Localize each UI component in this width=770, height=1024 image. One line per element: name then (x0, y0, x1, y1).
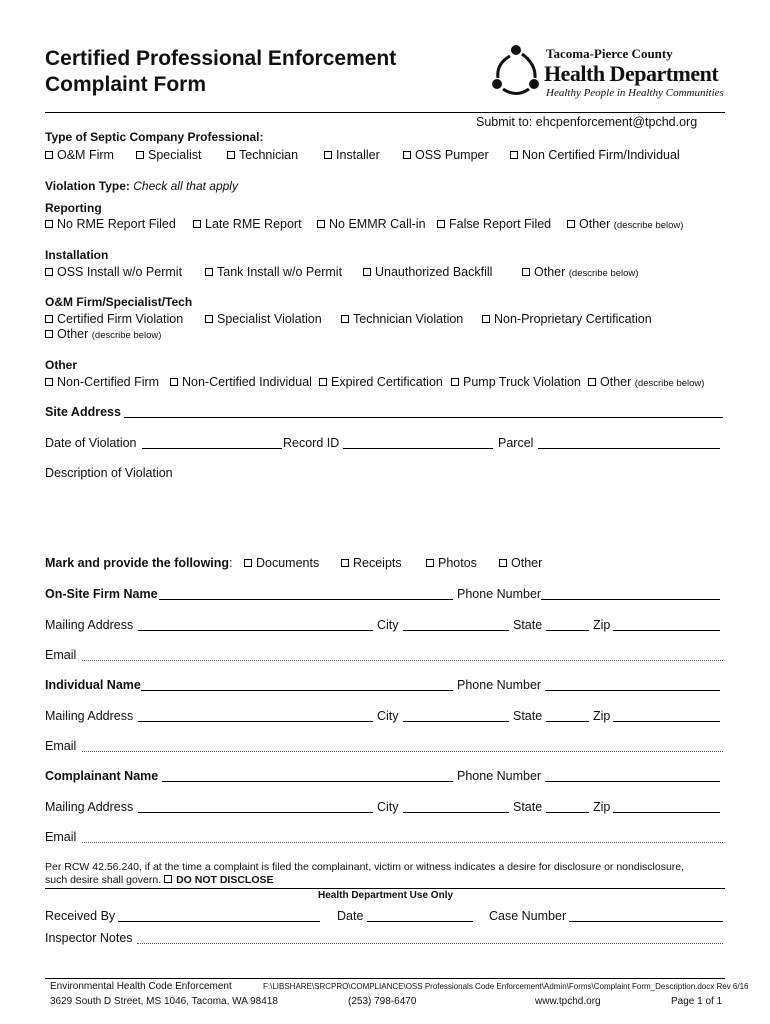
onsite-mailing-label: Mailing Address (45, 618, 134, 632)
professional-option-noncertified[interactable] (510, 148, 680, 162)
option-label: Photos (438, 556, 477, 570)
individual-state-label: State (513, 709, 543, 723)
onsite-zip-label: Zip (593, 618, 611, 632)
other-note: (describe below) (613, 220, 684, 231)
om-heading: O&M Firm/Specialist/Tech (45, 295, 193, 309)
mark-provide-text: Mark and provide the following (45, 556, 230, 570)
installation-option-2[interactable] (205, 265, 342, 279)
mark-option-documents[interactable] (244, 556, 319, 570)
complainant-label: Complainant Name (45, 769, 159, 783)
complainant-email-field[interactable] (82, 830, 723, 843)
checkbox[interactable] (341, 559, 349, 567)
individual-email-label: Email (45, 739, 77, 753)
form-title-line2: Complaint Form (45, 73, 206, 96)
form-title-line1: Certified Professional Enforcement (45, 47, 397, 70)
violation-label: Violation Type: (45, 179, 130, 193)
option-label: OSS Install w/o Permit (57, 265, 183, 279)
health-department-logo (486, 42, 736, 102)
installation-option-other[interactable] (522, 265, 638, 279)
reporting-option-1[interactable] (45, 217, 176, 231)
professional-option-technician[interactable] (227, 148, 298, 162)
logo-dept: Health Department (544, 61, 719, 86)
onsite-phone-label: Phone Number (457, 587, 542, 601)
onsite-state-label: State (513, 618, 543, 632)
other-note: (describe below) (91, 330, 162, 341)
option-label: Non-Certified Individual (182, 375, 312, 389)
footer-path: F:\LIBSHARE\SRCPRO\COMPLIANCE\OSS Professionals Code Enforcement\Admin\Forms\Complaint Form_Description.docx Rev 6/16 (263, 982, 749, 991)
om-option-3[interactable] (341, 312, 463, 326)
professional-option-specialist[interactable] (136, 148, 202, 162)
complainant-city-label: City (377, 800, 399, 814)
checkbox[interactable] (324, 151, 332, 159)
individual-city-field[interactable] (403, 709, 509, 722)
option-label: OSS Pumper (415, 148, 489, 162)
om-option-1[interactable] (45, 312, 183, 326)
checkbox[interactable] (227, 151, 235, 159)
parcel-field[interactable] (538, 436, 720, 449)
option-label: Non Certified Firm/Individual (522, 148, 680, 162)
date-of-violation-field[interactable] (142, 436, 282, 449)
individual-phone-field[interactable] (545, 678, 720, 691)
other-option-4[interactable] (451, 375, 581, 389)
site-address-label: Site Address (45, 405, 121, 419)
onsite-email-label: Email (45, 648, 77, 662)
office-date-field[interactable] (367, 909, 473, 922)
option-label: No RME Report Filed (57, 217, 176, 231)
checkbox[interactable] (45, 315, 53, 323)
complainant-phone-label: Phone Number (457, 769, 542, 783)
checkbox[interactable] (164, 875, 172, 883)
onsite-firm-field[interactable] (159, 587, 453, 600)
footer-phone: (253) 798-6470 (348, 996, 417, 1007)
installation-option-1[interactable] (45, 265, 182, 279)
submit-email[interactable]: ehcpenforcement@tpchd.org (535, 115, 698, 129)
complainant-state-label: State (513, 800, 543, 814)
professional-heading: Type of Septic Company Professional: (45, 130, 264, 144)
record-id-label: Record ID (283, 436, 340, 450)
other-option-2[interactable] (170, 375, 312, 389)
individual-mailing-field[interactable] (138, 709, 373, 722)
individual-mailing-label: Mailing Address (45, 709, 134, 723)
other-option-3[interactable] (319, 375, 443, 389)
parcel-label: Parcel (498, 436, 534, 450)
footer-page: Page 1 of 1 (671, 996, 723, 1007)
option-label: Technician (239, 148, 299, 162)
description-area[interactable] (45, 484, 725, 550)
violation-hint: Check all that apply (133, 179, 238, 193)
complainant-email-label: Email (45, 830, 77, 844)
option-label: No EMMR Call-in (329, 217, 426, 231)
reporting-option-4[interactable] (437, 217, 551, 231)
complainant-city-field[interactable] (403, 800, 509, 813)
footer-web[interactable]: www.tpchd.org (535, 996, 601, 1007)
checkbox[interactable] (319, 378, 327, 386)
footer-address: 3629 South D Street, MS 1046, Tacoma, WA 98418 (50, 996, 278, 1007)
onsite-state-field[interactable] (546, 618, 589, 631)
individual-email-field[interactable] (82, 739, 723, 752)
option-label: Technician Violation (353, 312, 464, 326)
checkbox[interactable] (567, 220, 575, 228)
checkbox[interactable] (522, 268, 530, 276)
other-heading: Other (45, 358, 78, 372)
onsite-mailing-field[interactable] (138, 618, 373, 631)
option-label: Unauthorized Backfill (375, 265, 493, 279)
logo-county: Tacoma-Pierce County (546, 46, 673, 61)
onsite-firm-label: On-Site Firm Name (45, 587, 158, 601)
individual-state-field[interactable] (546, 709, 589, 722)
option-label: O&M Firm (57, 148, 114, 162)
option-label: Other (511, 556, 543, 570)
option-label: Installer (336, 148, 380, 162)
disclosure-line2 (45, 874, 684, 887)
other-option-other[interactable] (588, 375, 704, 389)
reporting-heading: Reporting (45, 201, 102, 215)
complainant-mailing-field[interactable] (138, 800, 373, 813)
received-by-label: Received By (45, 909, 116, 923)
option-label: Other (534, 265, 566, 279)
complainant-field[interactable] (162, 769, 453, 782)
option-label: Other (57, 327, 89, 341)
onsite-city-label: City (377, 618, 399, 632)
option-label: Documents (256, 556, 320, 570)
office-date-label: Date (337, 909, 364, 923)
disclosure-notice (45, 861, 684, 887)
do-not-disclose-option[interactable] (164, 874, 273, 886)
option-label: Other (600, 375, 632, 389)
footer-program: Environmental Health Code Enforcement (50, 981, 232, 992)
record-id-field[interactable] (343, 436, 493, 449)
checkbox[interactable] (341, 315, 349, 323)
checkbox[interactable] (193, 220, 201, 228)
om-option-4[interactable] (482, 312, 652, 326)
option-label: Late RME Report (205, 217, 302, 231)
checkbox[interactable] (45, 151, 53, 159)
submit-to (476, 115, 697, 129)
checkbox[interactable] (205, 315, 213, 323)
option-label: Pump Truck Violation (463, 375, 581, 389)
checkbox[interactable] (136, 151, 144, 159)
office-use-heading: Health Department Use Only (318, 890, 454, 901)
description-label: Description of Violation (45, 466, 173, 480)
other-option-1[interactable] (45, 375, 159, 389)
reporting-option-other[interactable] (567, 217, 683, 231)
office-divider (45, 888, 725, 889)
individual-zip-label: Zip (593, 709, 611, 723)
om-option-2[interactable] (205, 312, 322, 326)
checkbox[interactable] (499, 559, 507, 567)
option-label: Receipts (353, 556, 402, 570)
checkbox[interactable] (510, 151, 518, 159)
onsite-email-field[interactable] (82, 648, 723, 661)
onsite-phone-field[interactable] (541, 587, 720, 600)
logo-tagline: Healthy People in Healthy Communities (546, 87, 724, 99)
checkbox[interactable] (45, 268, 53, 276)
checkbox[interactable] (317, 220, 325, 228)
option-label: Non-Certified Firm (57, 375, 160, 389)
option-label: Expired Certification (331, 375, 443, 389)
mark-option-photos[interactable] (426, 556, 477, 570)
inspector-notes-label: Inspector Notes (45, 931, 133, 945)
checkbox[interactable] (205, 268, 213, 276)
individual-label: Individual Name (45, 678, 141, 692)
option-label: False Report Filed (449, 217, 552, 231)
checkbox[interactable] (437, 220, 445, 228)
checkbox[interactable] (588, 378, 596, 386)
complainant-zip-field[interactable] (613, 800, 720, 813)
option-label: Specialist Violation (217, 312, 322, 326)
disclosure-text-line1: Per RCW 42.56.240, if at the time a complaint is filed the complainant, victim or witness indicates a desire for disclosure or nondisclosure, (45, 861, 685, 873)
checkbox[interactable] (403, 151, 411, 159)
option-label: Tank Install w/o Permit (217, 265, 343, 279)
mark-option-receipts[interactable] (341, 556, 402, 570)
complainant-zip-label: Zip (593, 800, 611, 814)
date-of-violation-label: Date of Violation (45, 436, 137, 450)
option-label: Specialist (148, 148, 202, 162)
option-label: Other (579, 217, 611, 231)
checkbox[interactable] (45, 220, 53, 228)
tpchd-logo-icon (486, 42, 544, 102)
professional-option-pumper[interactable] (403, 148, 489, 162)
other-note: (describe below) (568, 268, 639, 279)
header-divider (45, 112, 725, 113)
mark-provide-label (45, 556, 233, 570)
case-number-field[interactable] (569, 909, 723, 922)
option-label: Certified Firm Violation (57, 312, 184, 326)
mark-provide-colon: : (229, 556, 233, 570)
checkbox[interactable] (482, 315, 490, 323)
checkbox[interactable] (426, 559, 434, 567)
individual-phone-label: Phone Number (457, 678, 542, 692)
footer-divider (45, 978, 725, 979)
checkbox[interactable] (363, 268, 371, 276)
submit-label: Submit to: (476, 115, 533, 129)
complainant-phone-field[interactable] (545, 769, 720, 782)
individual-city-label: City (377, 709, 399, 723)
checkbox[interactable] (45, 378, 53, 386)
complainant-state-field[interactable] (546, 800, 589, 813)
installation-heading: Installation (45, 248, 109, 262)
checkbox[interactable] (45, 330, 53, 338)
checkbox[interactable] (451, 378, 459, 386)
complainant-mailing-label: Mailing Address (45, 800, 134, 814)
checkbox[interactable] (244, 559, 252, 567)
installation-option-3[interactable] (363, 265, 492, 279)
option-label: Non-Proprietary Certification (494, 312, 652, 326)
other-note: (describe below) (634, 378, 705, 389)
site-address-field[interactable] (124, 405, 723, 418)
received-by-field[interactable] (118, 909, 320, 922)
mark-option-other[interactable] (499, 556, 542, 570)
om-option-other[interactable] (45, 327, 161, 341)
inspector-notes-field[interactable] (137, 931, 723, 944)
professional-option-installer[interactable] (324, 148, 380, 162)
case-number-label: Case Number (489, 909, 567, 923)
do-not-disclose-label: DO NOT DISCLOSE (176, 874, 274, 886)
onsite-zip-field[interactable] (613, 618, 720, 631)
individual-field[interactable] (141, 678, 453, 691)
reporting-option-3[interactable] (317, 217, 426, 231)
form-title (45, 46, 396, 98)
individual-zip-field[interactable] (613, 709, 720, 722)
reporting-option-2[interactable] (193, 217, 302, 231)
disclosure-text-line2: such desire shall govern. (45, 874, 162, 886)
onsite-city-field[interactable] (403, 618, 509, 631)
checkbox[interactable] (170, 378, 178, 386)
professional-option-om[interactable] (45, 148, 114, 162)
violation-heading (45, 179, 238, 193)
